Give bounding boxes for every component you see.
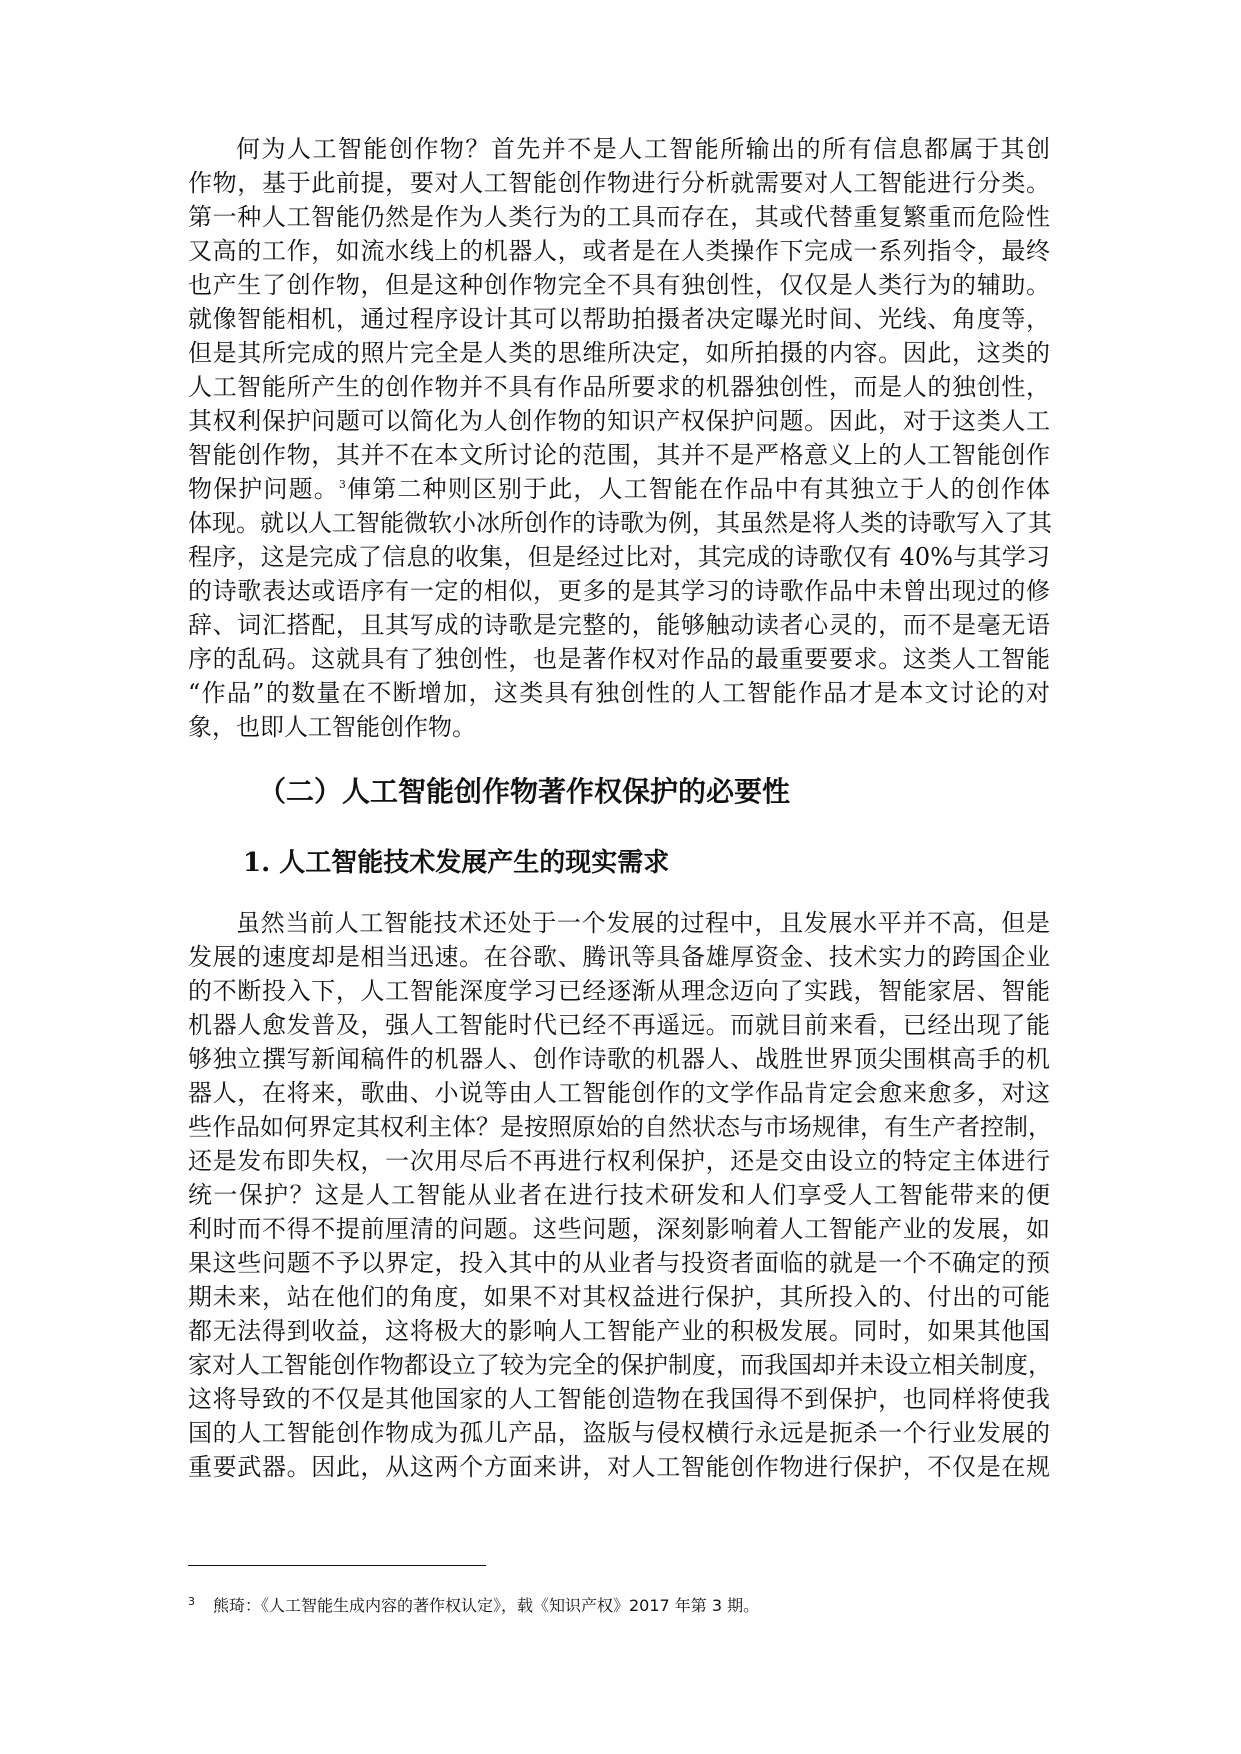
body-line: 的不断投入下，人工智能深度学习已经逐渐从理念迈向了实践，智能家居、智能 <box>188 977 1050 1005</box>
footnote-ref: 3 <box>338 478 346 491</box>
body-line: 第一种人工智能仍然是作为人类行为的工具而存在，其或代替重复繁重而危险性 <box>188 203 1050 231</box>
body-line: 都无法得到收益，这将极大的影响人工智能产业的积极发展。同时，如果其他国 <box>188 1317 1050 1345</box>
body-line: 的诗歌表达或语序有一定的相似，更多的是其学习的诗歌作品中未曾出现过的修 <box>188 577 1050 605</box>
body-line: 序的乱码。这就具有了独创性，也是著作权对作品的最重要要求。这类人工智能 <box>188 645 1050 673</box>
body-line: 重要武器。因此，从这两个方面来讲，对人工智能创作物进行保护，不仅是在规 <box>188 1453 1050 1481</box>
body-line: 统一保护？这是人工智能从业者在进行技术研发和人们享受人工智能带来的便 <box>188 1181 1050 1209</box>
body-line: 象，也即人工智能创作物。 <box>188 713 476 741</box>
body-line: “作品”的数量在不断增加，这类具有独创性的人工智能作品才是本文讨论的对 <box>188 679 1050 707</box>
body-text: 第二种则区别于此，人工智能在作品中有其独立于人的创作体 <box>372 475 1051 503</box>
footnote-text: 熊琦：《人工智能生成内容的著作权认定》，载《知识产权》2017 年第 3 期。 <box>213 1596 760 1615</box>
body-line: 其权利保护问题可以简化为人创作物的知识产权保护问题。因此，对于这类人工 <box>188 407 1050 435</box>
body-line: 利时而不得不提前厘清的问题。这些问题，深刻影响着人工智能产业的发展，如 <box>188 1215 1050 1243</box>
body-line: 虽然当前人工智能技术还处于一个发展的过程中，且发展水平并不高，但是 <box>236 909 1050 937</box>
body-line: 又高的工作，如流水线上的机器人，或者是在人类操作下完成一系列指令，最终 <box>188 237 1050 265</box>
body-line: 就像智能相机，通过程序设计其可以帮助拍摄者决定曝光时间、光线、角度等， <box>188 305 1050 333</box>
section-heading: （二）人工智能创作物著作权保护的必要性 <box>258 775 791 808</box>
body-line: 人工智能所产生的创作物并不具有作品所要求的机器独创性，而是人的独创性， <box>188 373 1050 401</box>
body-line: 程序，这是完成了信息的收集，但是经过比对，其完成的诗歌仅有 40%与其学习 <box>188 543 1050 571</box>
body-line: 这将导致的不仅是其他国家的人工智能创造物在我国得不到保护，也同样将使我 <box>188 1385 1050 1413</box>
body-line: 发展的速度却是相当迅速。在谷歌、腾讯等具备雄厚资金、技术实力的跨国企业 <box>188 943 1050 971</box>
body-line: 期未来，站在他们的角度，如果不对其权益进行保护，其所投入的、付出的可能 <box>188 1283 1050 1311</box>
body-line: 家对人工智能创作物都设立了较为完全的保护制度，而我国却并未设立相关制度， <box>188 1351 1052 1379</box>
body-line: 也产生了创作物，但是这种创作物完全不具有独创性，仅仅是人类行为的辅助。 <box>188 271 1050 299</box>
body-line: 还是发布即失权，一次用尽后不再进行权利保护，还是交由设立的特定主体进行 <box>188 1147 1050 1175</box>
footnote-separator <box>188 1565 486 1566</box>
footnote-mark: 3 <box>188 1594 195 1608</box>
body-line: 智能创作物，其并不在本文所讨论的范围，其并不是严格意义上的人工智能创作 <box>188 441 1050 469</box>
body-line: 何为人工智能创作物？首先并不是人工智能所输出的所有信息都属于其创 <box>236 135 1050 163</box>
body-line: 辞、词汇搭配，且其写成的诗歌是完整的，能够触动读者心灵的，而不是毫无语 <box>188 611 1050 639</box>
body-line: 但是其所完成的照片完全是人类的思维所决定，如所拍摄的内容。因此，这类的 <box>188 339 1050 367</box>
subsection-heading: 1. 人工智能技术发展产生的现实需求 <box>243 848 670 878</box>
body-line: 体现。就以人工智能微软小冰所创作的诗歌为例，其虽然是将人类的诗歌写入了其 <box>188 509 1052 537</box>
body-text: 俥 <box>345 475 373 503</box>
body-line: 器人，在将来，歌曲、小说等由人工智能创作的文学作品肯定会愈来愈多，对这 <box>188 1079 1050 1107</box>
body-line-with-ref <box>188 472 1050 506</box>
body-text: 物保护问题。 <box>188 475 339 503</box>
body-line: 机器人愈发普及，强人工智能时代已经不再遥远。而就目前来看，已经出现了能 <box>188 1011 1050 1039</box>
body-line: 果这些问题不予以界定，投入其中的从业者与投资者面临的就是一个不确定的预 <box>188 1249 1050 1277</box>
body-line: 作物，基于此前提，要对人工智能创作物进行分析就需要对人工智能进行分类。 <box>188 169 1050 197</box>
footnote <box>188 1593 759 1616</box>
body-line: 国的人工智能创作物成为孤儿产品，盗版与侵权横行永远是扼杀一个行业发展的 <box>188 1419 1050 1447</box>
body-line: 些作品如何界定其权利主体？是按照原始的自然状态与市场规律，有生产者控制， <box>188 1113 1052 1141</box>
body-line: 够独立撰写新闻稿件的机器人、创作诗歌的机器人、战胜世界顶尖围棋高手的机 <box>188 1045 1050 1073</box>
